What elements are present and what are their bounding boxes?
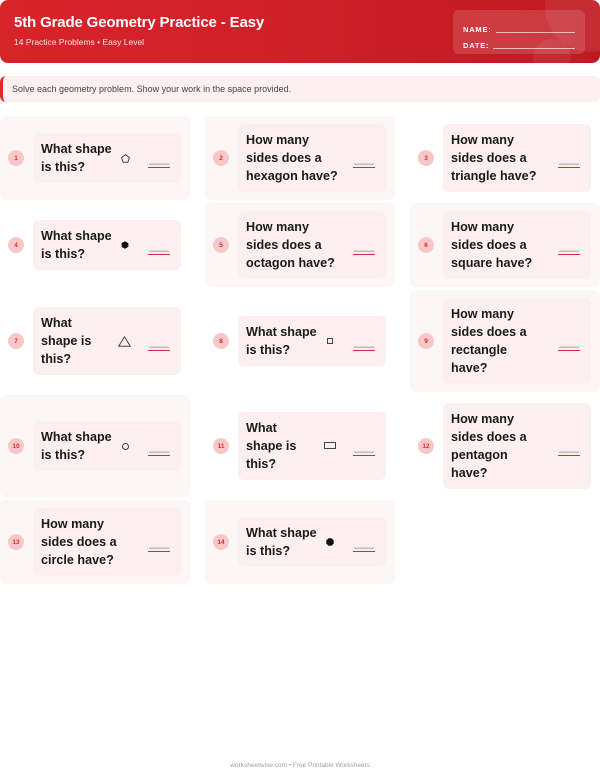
answer-blank[interactable]: ___: [353, 335, 375, 352]
answer-blank[interactable]: ___: [353, 440, 375, 457]
question-text: What shape is this?: [246, 325, 317, 357]
answer-blank[interactable]: ___: [558, 239, 580, 256]
problem-number-badge: 3: [418, 150, 434, 166]
problem-number-badge: 12: [418, 438, 434, 454]
answer-blank[interactable]: ___: [353, 239, 375, 256]
problem-number-badge: 7: [8, 333, 24, 349]
problem-box: [443, 298, 591, 384]
hexagon-filled-icon: [121, 241, 129, 249]
problem-number-badge: 9: [418, 333, 434, 349]
problem-box: [443, 124, 591, 192]
problem-box: [33, 220, 181, 270]
problem-box: [238, 412, 386, 480]
question-text: How many sides does a rectangle have?: [451, 307, 527, 375]
problem-number-badge: 1: [8, 150, 24, 166]
name-date-box: [453, 10, 585, 54]
date-row: [463, 34, 575, 50]
date-label: DATE:: [463, 41, 490, 50]
question-text: What shape is this?: [41, 430, 112, 462]
problem-box: [33, 307, 181, 375]
answer-blank[interactable]: ___: [353, 536, 375, 553]
problem-card-9: [410, 290, 600, 392]
worksheet-subtitle: 14 Practice Problems • Easy Level: [14, 37, 145, 47]
problem-card-14: [205, 500, 395, 584]
pentagon-outline-icon: [121, 154, 130, 163]
problem-card-7: [0, 290, 190, 392]
answer-blank[interactable]: ___: [558, 440, 580, 457]
problem-number-badge: 8: [213, 333, 229, 349]
problem-card-1: [0, 116, 190, 200]
problem-box: [33, 421, 181, 471]
answer-blank[interactable]: ___: [148, 440, 170, 457]
problem-number-badge: 14: [213, 534, 229, 550]
worksheet-title: 5th Grade Geometry Practice - Easy: [14, 14, 265, 31]
problem-box: [238, 517, 386, 567]
problem-card-10: [0, 395, 190, 497]
problem-number-badge: 5: [213, 237, 229, 253]
question-text: What shape is this?: [41, 229, 112, 261]
date-field[interactable]: [493, 48, 575, 49]
problem-number-badge: 11: [213, 438, 229, 454]
question-text: What shape is this?: [246, 421, 297, 471]
question-text: How many sides does a triangle have?: [451, 133, 537, 183]
octagon-filled-icon: [326, 538, 334, 546]
problem-number-badge: 6: [418, 237, 434, 253]
triangle-outline-icon: [118, 336, 131, 347]
problem-card-11: [205, 395, 395, 497]
problem-box: [33, 133, 181, 183]
problem-card-4: [0, 203, 190, 287]
problem-number-badge: 4: [8, 237, 24, 253]
problem-box: [443, 403, 591, 489]
problem-number-badge: 2: [213, 150, 229, 166]
problem-number-badge: 10: [8, 438, 24, 454]
question-text: How many sides does a pentagon have?: [451, 412, 527, 480]
problem-card-13: [0, 500, 190, 584]
problem-box: [238, 211, 386, 279]
problem-card-3: [410, 116, 600, 200]
problem-card-5: [205, 203, 395, 287]
name-row: [463, 18, 575, 34]
question-text: What shape is this?: [41, 316, 92, 366]
answer-blank[interactable]: ___: [148, 335, 170, 352]
problem-box: [33, 508, 181, 576]
question-text: How many sides does a octagon have?: [246, 220, 335, 270]
problem-card-12: [410, 395, 600, 497]
answer-blank[interactable]: ___: [558, 335, 580, 352]
answer-blank[interactable]: ___: [353, 152, 375, 169]
problem-card-2: [205, 116, 395, 200]
question-text: What shape is this?: [246, 526, 317, 558]
answer-blank[interactable]: ___: [148, 239, 170, 256]
footer-credit: worksheetwise.com • Free Printable Worksheets: [230, 762, 370, 769]
problem-box: [238, 124, 386, 192]
instructions-banner: Solve each geometry problem. Show your work in the space provided.: [0, 76, 600, 102]
worksheet-header: [0, 0, 600, 63]
question-text: How many sides does a square have?: [451, 220, 533, 270]
answer-blank[interactable]: ___: [148, 152, 170, 169]
answer-blank[interactable]: ___: [148, 536, 170, 553]
problem-number-badge: 13: [8, 534, 24, 550]
question-text: How many sides does a circle have?: [41, 517, 117, 567]
answer-blank[interactable]: ___: [558, 152, 580, 169]
problem-card-6: [410, 203, 600, 287]
square-outline-icon: [327, 338, 333, 344]
circle-outline-icon: [122, 443, 129, 450]
problems-grid: [0, 116, 600, 584]
name-field[interactable]: [496, 32, 575, 33]
rectangle-outline-icon: [324, 442, 336, 449]
question-text: What shape is this?: [41, 142, 112, 174]
problem-box: [443, 211, 591, 279]
problem-card-8: [205, 290, 395, 392]
name-label: NAME:: [463, 25, 492, 34]
problem-box: [238, 316, 386, 366]
question-text: How many sides does a hexagon have?: [246, 133, 338, 183]
